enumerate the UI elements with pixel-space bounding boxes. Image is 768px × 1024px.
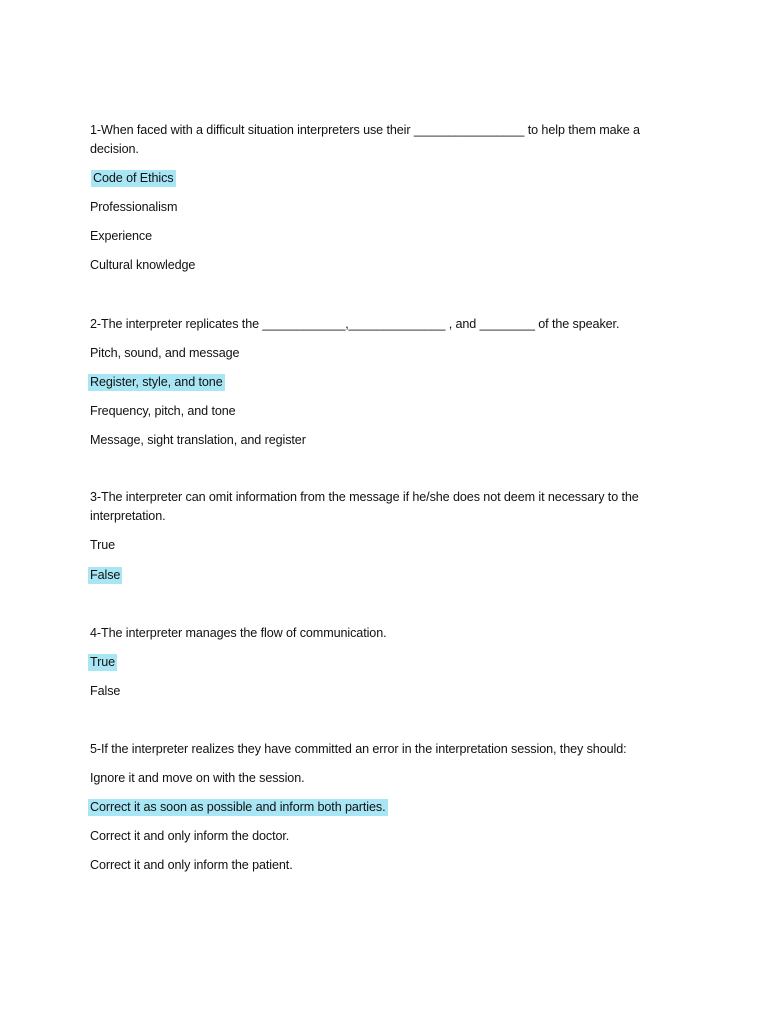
- question-1-option-3: Experience: [90, 229, 153, 243]
- question-5-prompt-line-1: 5-If the interpreter realizes they have committed an error in the interpretation session, they should:: [90, 742, 627, 756]
- question-1-prompt-line-1: 1-When faced with a difficult situation interpreters use their ________________ to help them make a: [90, 123, 640, 137]
- question-3-prompt-line-1: 3-The interpreter can omit information from the message if he/she does not deem it necessary to the: [90, 490, 639, 504]
- question-3-option-2: [88, 566, 122, 585]
- question-5-option-4: Correct it and only inform the patient.: [90, 858, 293, 872]
- question-2-option-1: Pitch, sound, and message: [90, 346, 240, 360]
- question-2-option-4: Message, sight translation, and register: [90, 433, 306, 447]
- question-4-option-2: False: [90, 684, 121, 698]
- question-4-option-1: [88, 653, 117, 672]
- question-1-highlighted-answer: Code of Ethics: [93, 171, 174, 185]
- question-1-prompt-line-2: decision.: [90, 142, 139, 156]
- question-5-option-3: Correct it and only inform the doctor.: [90, 829, 290, 843]
- question-1-option-2: Professionalism: [90, 200, 178, 214]
- question-2-option-3: Frequency, pitch, and tone: [90, 404, 236, 418]
- question-2-option-2: [88, 373, 225, 392]
- question-5-option-2: [88, 798, 388, 817]
- question-2-prompt-line-1: 2-The interpreter replicates the ____________,______________ , and ________ of the speaker.: [90, 317, 620, 331]
- question-3-highlighted-answer: False: [90, 568, 121, 582]
- question-5-option-1: Ignore it and move on with the session.: [90, 771, 305, 785]
- question-3-option-1: True: [90, 538, 116, 552]
- question-4-prompt-line-1: 4-The interpreter manages the flow of communication.: [90, 626, 387, 640]
- question-2-highlighted-answer: Register, style, and tone: [90, 375, 223, 389]
- question-1-option-1: [91, 169, 176, 188]
- question-3-prompt-line-2: interpretation.: [90, 509, 166, 523]
- question-4-highlighted-answer: True: [90, 655, 116, 669]
- question-5-highlighted-answer: Correct it as soon as possible and inform both parties.: [90, 800, 386, 814]
- question-1-option-4: Cultural knowledge: [90, 258, 196, 272]
